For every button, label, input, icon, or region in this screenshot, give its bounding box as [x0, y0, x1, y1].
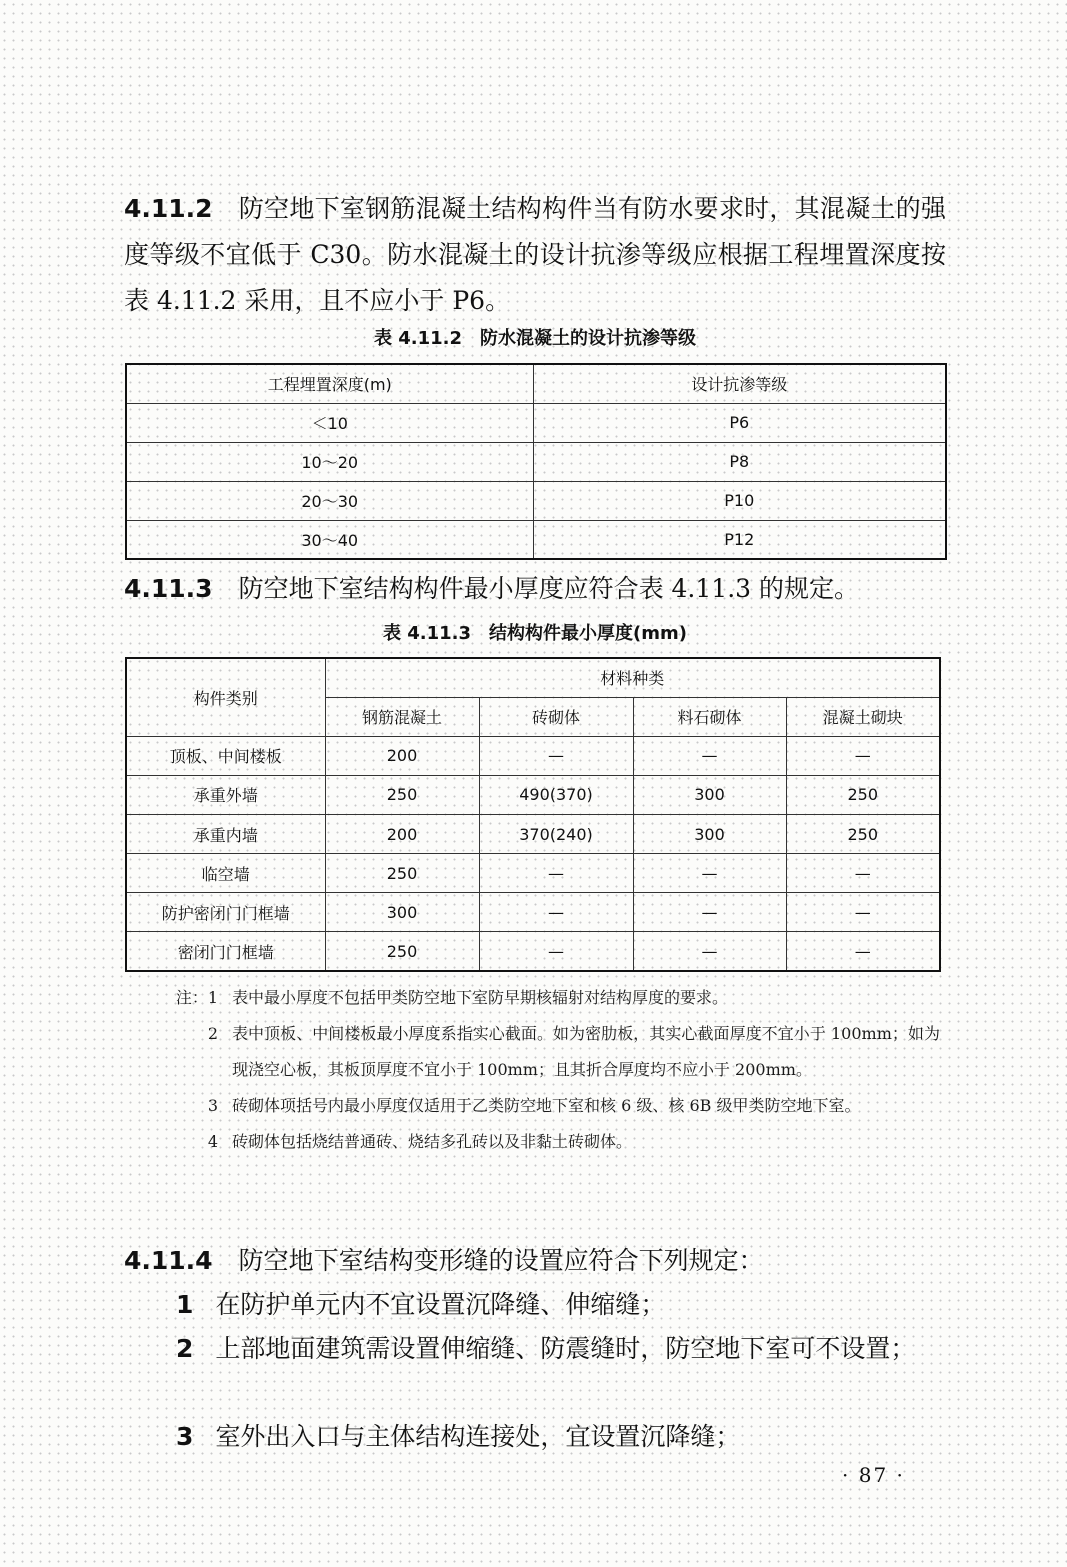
clause-4-11-4: [124, 1238, 946, 1284]
table-cell: —: [633, 893, 786, 932]
table-notes: [160, 980, 940, 1160]
table-cell: 300: [325, 893, 479, 932]
clause-item: [124, 1282, 946, 1328]
clause-text: 防空地下室结构变形缝的设置应符合下列规定：: [238, 1246, 764, 1275]
table-cell: 20～30: [126, 481, 533, 520]
table-cell: —: [479, 932, 633, 971]
note-text: 表中顶板、中间楼板最小厚度系指实心截面。如为密肋板，其实心截面厚度不宜小于 100mm；如为现浇空心板，其板顶厚度不宜小于 100mm；且其折合厚度均不应小于 200mm。: [232, 1024, 940, 1079]
page-number: · 87 ·: [842, 1463, 905, 1487]
table-cell: 10～20: [126, 442, 533, 481]
table-cell: 200: [325, 815, 479, 854]
table-cell: —: [786, 736, 940, 775]
table-cell: ＜10: [126, 403, 533, 442]
table-row: [126, 481, 946, 520]
table-cell: —: [786, 932, 940, 971]
table-cell: 370(240): [479, 815, 633, 854]
item-text: 上部地面建筑需设置伸缩缝、防震缝时，防空地下室可不设置；: [215, 1334, 916, 1363]
item-number: 3: [176, 1422, 194, 1451]
table-cell: —: [786, 893, 940, 932]
clause-text: 防空地下室结构构件最小厚度应符合表 4.11.3 的规定。: [238, 574, 859, 603]
clause-number: 4.11.3: [124, 574, 213, 603]
table-header-row: [126, 658, 940, 697]
note-label: 注：1: [175, 988, 218, 1007]
note-label: 3: [207, 1096, 218, 1115]
clause-text: 防空地下室钢筋混凝土结构构件当有防水要求时，其混凝土的强度等级不宜低于 C30。防水混凝土的设计抗渗等级应根据工程埋置深度按表 4.11.2 采用，且不应小于 P6。: [124, 194, 946, 315]
table-cell: 490(370): [479, 775, 633, 814]
table-cell: 250: [786, 815, 940, 854]
table-4-11-3: [125, 657, 941, 972]
table-cell: —: [479, 736, 633, 775]
note-text: 表中最小厚度不包括甲类防空地下室防早期核辐射对结构厚度的要求。: [232, 988, 729, 1007]
table-cell: —: [633, 736, 786, 775]
table-cell: 承重内墙: [126, 815, 325, 854]
column-header: 工程埋置深度(m): [126, 364, 533, 403]
note-item: [160, 1016, 940, 1088]
table-row: [126, 520, 946, 559]
table-row: [126, 893, 940, 932]
table-row: [126, 775, 940, 814]
table-cell: 200: [325, 736, 479, 775]
table-cell: P12: [533, 520, 946, 559]
table-cell: 临空墙: [126, 854, 325, 893]
table-row: [126, 736, 940, 775]
note-item: [160, 1124, 940, 1160]
table-row: [126, 854, 940, 893]
clause-number: 4.11.2: [124, 194, 213, 223]
table-cell: P10: [533, 481, 946, 520]
note-item: [160, 980, 940, 1016]
clause-number: 4.11.4: [124, 1246, 213, 1275]
table-4-11-2: [125, 363, 947, 560]
note-label: 4: [207, 1132, 218, 1151]
table-caption-4-11-3: 表 4.11.3 结构构件最小厚度(mm): [382, 623, 687, 644]
clause-item: [124, 1326, 946, 1372]
table-cell: —: [633, 854, 786, 893]
table-cell: 防护密闭门门框墙: [126, 893, 325, 932]
table-cell: 密闭门门框墙: [126, 932, 325, 971]
table-caption-4-11-2: 表 4.11.2 防水混凝土的设计抗渗等级: [373, 328, 697, 349]
table-header-row: [126, 364, 946, 403]
note-label: 2: [207, 1024, 218, 1043]
table-cell: P8: [533, 442, 946, 481]
column-header: 料石砌体: [633, 697, 786, 736]
clause-4-11-2: [124, 186, 946, 324]
table-cell: 30～40: [126, 520, 533, 559]
table-cell: —: [479, 854, 633, 893]
table-cell: P6: [533, 403, 946, 442]
table-cell: 顶板、中间楼板: [126, 736, 325, 775]
table-cell: —: [633, 932, 786, 971]
item-text: 在防护单元内不宜设置沉降缝、伸缩缝；: [215, 1290, 666, 1319]
clause-4-11-3: [124, 566, 946, 612]
table-row: [126, 932, 940, 971]
table-cell: 250: [325, 932, 479, 971]
table-row: [126, 403, 946, 442]
item-number: 2: [176, 1334, 194, 1363]
table-cell: 承重外墙: [126, 775, 325, 814]
item-text: 室外出入口与主体结构连接处，宜设置沉降缝；: [215, 1422, 741, 1451]
column-header: 钢筋混凝土: [325, 697, 479, 736]
clause-item: [124, 1414, 946, 1460]
note-text: 砖砌体项括号内最小厚度仅适用于乙类防空地下室和核 6 级、核 6B 级甲类防空地下室。: [232, 1096, 861, 1115]
note-text: 砖砌体包括烧结普通砖、烧结多孔砖以及非黏土砖砌体。: [232, 1132, 633, 1151]
column-header: 砖砌体: [479, 697, 633, 736]
table-row: [126, 815, 940, 854]
note-item: [160, 1088, 940, 1124]
table-cell: 300: [633, 815, 786, 854]
table-cell: 250: [325, 854, 479, 893]
column-header: 设计抗渗等级: [533, 364, 946, 403]
table-cell: 250: [786, 775, 940, 814]
table-cell: —: [786, 854, 940, 893]
column-header: 混凝土砌块: [786, 697, 940, 736]
table-cell: —: [479, 893, 633, 932]
table-cell: 300: [633, 775, 786, 814]
row-header: 构件类别: [126, 658, 325, 736]
table-row: [126, 442, 946, 481]
group-header: 材料种类: [325, 658, 940, 697]
table-cell: 250: [325, 775, 479, 814]
item-number: 1: [176, 1290, 194, 1319]
